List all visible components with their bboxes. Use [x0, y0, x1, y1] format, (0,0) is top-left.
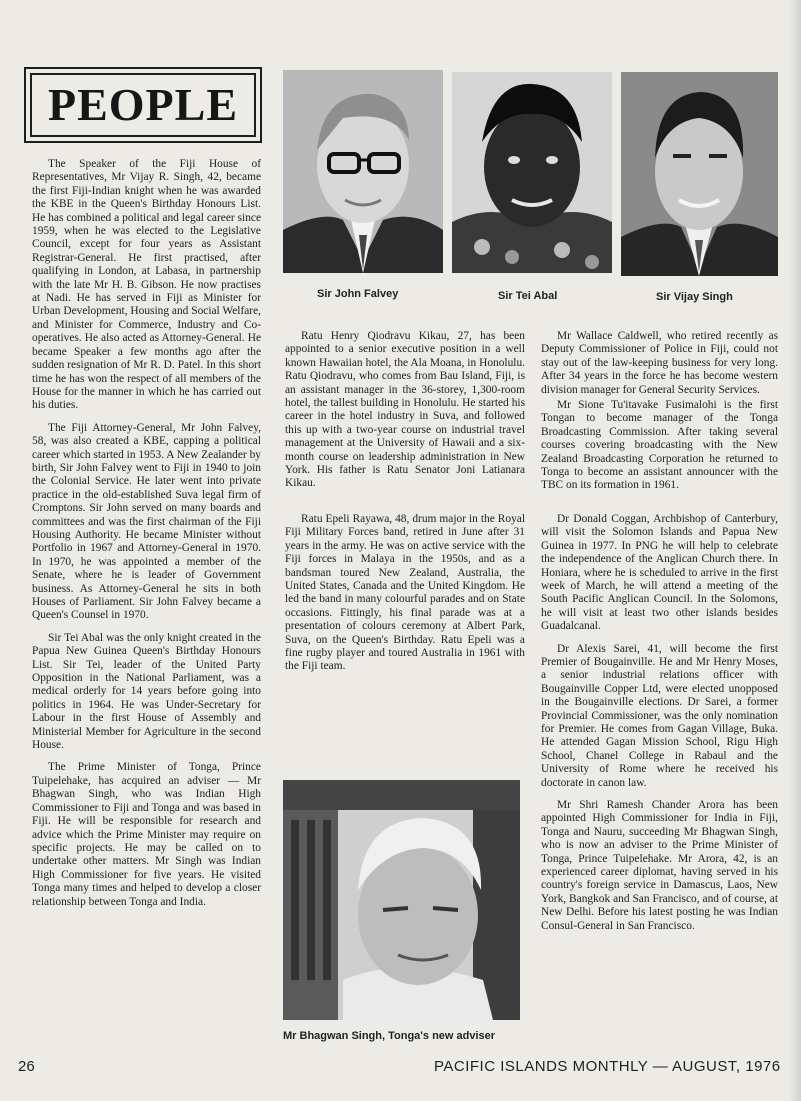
paragraph-vijay-singh: The Speaker of the Fiji House of Representatives, Mr Vijay R. Singh, 42, became the first Fiji-Indian knight when he was awarded the KBE in the Queen's Birthday Honours List. He has combined a political and legal career since 1959, when he was elected to the Legislative Council, except for four years as Assistant Registrar-General. He first practised, after qualifying in London, at Labasa, in partnership with the late Mr H. B. Gibson. He now practises at Nadi. He has served in Fiji as Minister for Urban Development, Housing and Social Welfare, and Minister for Commerce, Industry and Co-operatives. He also acted as Attorney-General. He became Speaker a few months ago after the sudden resignation of Mr R. D. Patel. In this short time he has won the respect of all members of the House for the manner in which he has carried out his duties. [32, 158, 261, 412]
article-column-2 [285, 330, 525, 760]
page-number: 26 [18, 1058, 35, 1075]
caption-sir-tei-abal: Sir Tei Abal [498, 290, 558, 302]
portrait-singh-illustration [621, 72, 778, 276]
paragraph-sione-fusimalohi: Mr Sione Tu'itavake Fusimalohi is the first Tongan to become manager of the Tonga Broadcasting Commission. After taking several courses covering broadcasting with the New Zealand Broadcasting Corporation he returned to Tonga to become an assistant announcer with the TBC on its formation in 1961. [541, 399, 778, 492]
paragraph-henry-kikau: Ratu Henry Qiodravu Kikau, 27, has been appointed to a senior executive position in a well known Hawaiian hotel, the Ala Moana, in Honolulu. Ratu Qiodravu, who comes from Bau Island, Fiji, is an assistant manager in the 36-storey, 1,300-room hotel, the tallest building in Honolulu. He started his career in the hotel industry in Suva, and followed this up with a two-year course on industrial travel management at the University of Hawaii and a six-month course on leadership administration in New York. His father is Ratu Senator Joni Latianara Kikau. [285, 330, 525, 490]
photo-sir-john-falvey [283, 70, 443, 273]
portrait-abal-illustration [452, 72, 612, 273]
page-edge-shadow [789, 0, 801, 1101]
caption-sir-vijay-singh: Sir Vijay Singh [656, 291, 733, 303]
masthead-box [24, 67, 262, 143]
caption-bhagwan-singh: Mr Bhagwan Singh, Tonga's new adviser [283, 1030, 496, 1042]
section-title: PEOPLE [47, 79, 239, 130]
article-column-3 [541, 330, 778, 1050]
paragraph-bhagwan-singh: The Prime Minister of Tonga, Prince Tuipelehake, has acquired an adviser — Mr Bhagwan Singh, who was Indian High Commissioner to Fiji and Tonga and was based in Fiji. He will be responsible for research and advice which the Prime Minister may require on specific projects. He may be called on to undertake other matters. Mr Singh was Indian High Commissioner for five years. He visited Tonga many times and helped to develop a closer relationship between Tonga and India. [32, 761, 261, 908]
paragraph-tei-abal: Sir Tei Abal was the only knight created in the Papua New Guinea Queen's Birthday Honours List. Sir Tei, leader of the United Party Opposition in the National Parliament, was a medical orderly for 14 years before going into politics in 1964. He was Under-Secretary for Labour in the first House of Assembly and Ministerial Member for Agriculture in the second House. [32, 631, 261, 752]
photo-sir-tei-abal [452, 72, 612, 273]
paragraph-wallace-caldwell: Mr Wallace Caldwell, who retired recently as Deputy Commissioner of Police in Fiji, could not stay out of the law-keeping business for very long. After 34 years in the force he has become western division manager for General Security Services. [541, 330, 778, 396]
publication-line: PACIFIC ISLANDS MONTHLY — AUGUST, 1976 [434, 1058, 781, 1075]
paragraph-ramesh-arora: Mr Shri Ramesh Chander Arora has been appointed High Commissioner for India in Fiji, Tonga and Nauru, succeeding Mr Bhagwan Singh, who is now an adviser to the Prime Minister of Tonga, Prince Tuipelehake. Mr Arora, 42, is an experienced career diplomat, having served in his country's foreign service in Damascus, Laos, New York, Bangkok and San Francisco, and of course, at New Delhi. Before his latest posting he was Indian Consul-General in San Francisco. [541, 799, 778, 932]
photo-sir-vijay-singh [621, 72, 778, 276]
paragraph-epeli-rayawa: Ratu Epeli Rayawa, 48, drum major in the Royal Fiji Military Forces band, retired in June after 31 years in the army. He was on active service with the Fiji forces in Malaya in the 1950s, and as a bandsman toured New Zealand, Australia, the United States, Canada and the United Kingdom. He led the band in many colourful parades and on State occasions. Fittingly, his final parade was at a presentation of colours ceremony at Albert Park, Suva, on the Queen's Birthday. Ratu Epeli was a fine rugby player and toured Australia in 1961 with the Fiji team. [285, 512, 525, 673]
paragraph-donald-coggan: Dr Donald Coggan, Archbishop of Canterbury, will visit the Solomon Islands and Papua New Guinea in 1977. In PNG he will help to celebrate the independence of the Anglican Church there. In Honiara, where he is scheduled to arrive in the first week of March, he will attend a meeting of the South Pacific Anglican Council. In the Solomons, he will visit at least two other islands besides Guadalcanal. [541, 512, 778, 633]
portrait-bhagwan-illustration [283, 780, 520, 1020]
portrait-falvey-illustration [283, 70, 443, 273]
masthead-inner-frame [30, 73, 256, 137]
article-column-1 [32, 158, 261, 1050]
caption-sir-john-falvey: Sir John Falvey [317, 288, 399, 300]
paragraph-alexis-sarei: Dr Alexis Sarei, 41, will become the first Premier of Bougainville. He and Mr Henry Moses, a senior industrial relations officer with Bougainville Copper Ltd, were elected unopposed in the Bougainville elections. Dr Sarei, a former Provincial Commissioner, was the only nomination for Premier. He comes from Gagan Village, Buka. He attended Gagan Mission School, Rigu High School, Chanel College in Rabaul and the University of Rome where he received his doctorate in canon law. [541, 642, 778, 789]
photo-bhagwan-singh [283, 780, 520, 1020]
paragraph-john-falvey: The Fiji Attorney-General, Mr John Falvey, 58, was also created a KBE, capping a political career which started in 1953. A New Zealander by birth, Sir John Falvey went to Fiji in 1940 to join the Colonial Service. He later went into private practice in the old-established Suva legal firm of Cromptons. Sir John served on many boards and committees and was the first chairman of the Fiji Housing Authority. He became Minister without Portfolio in 1967 and Attorney-General in 1970. In 1970, he was appointed a member of the Senate, where he is leader of Government business. As Attorney-General he sits in both Houses of Parliament. Sir John Falvey became a Queen's Counsel in 1970. [32, 421, 261, 622]
